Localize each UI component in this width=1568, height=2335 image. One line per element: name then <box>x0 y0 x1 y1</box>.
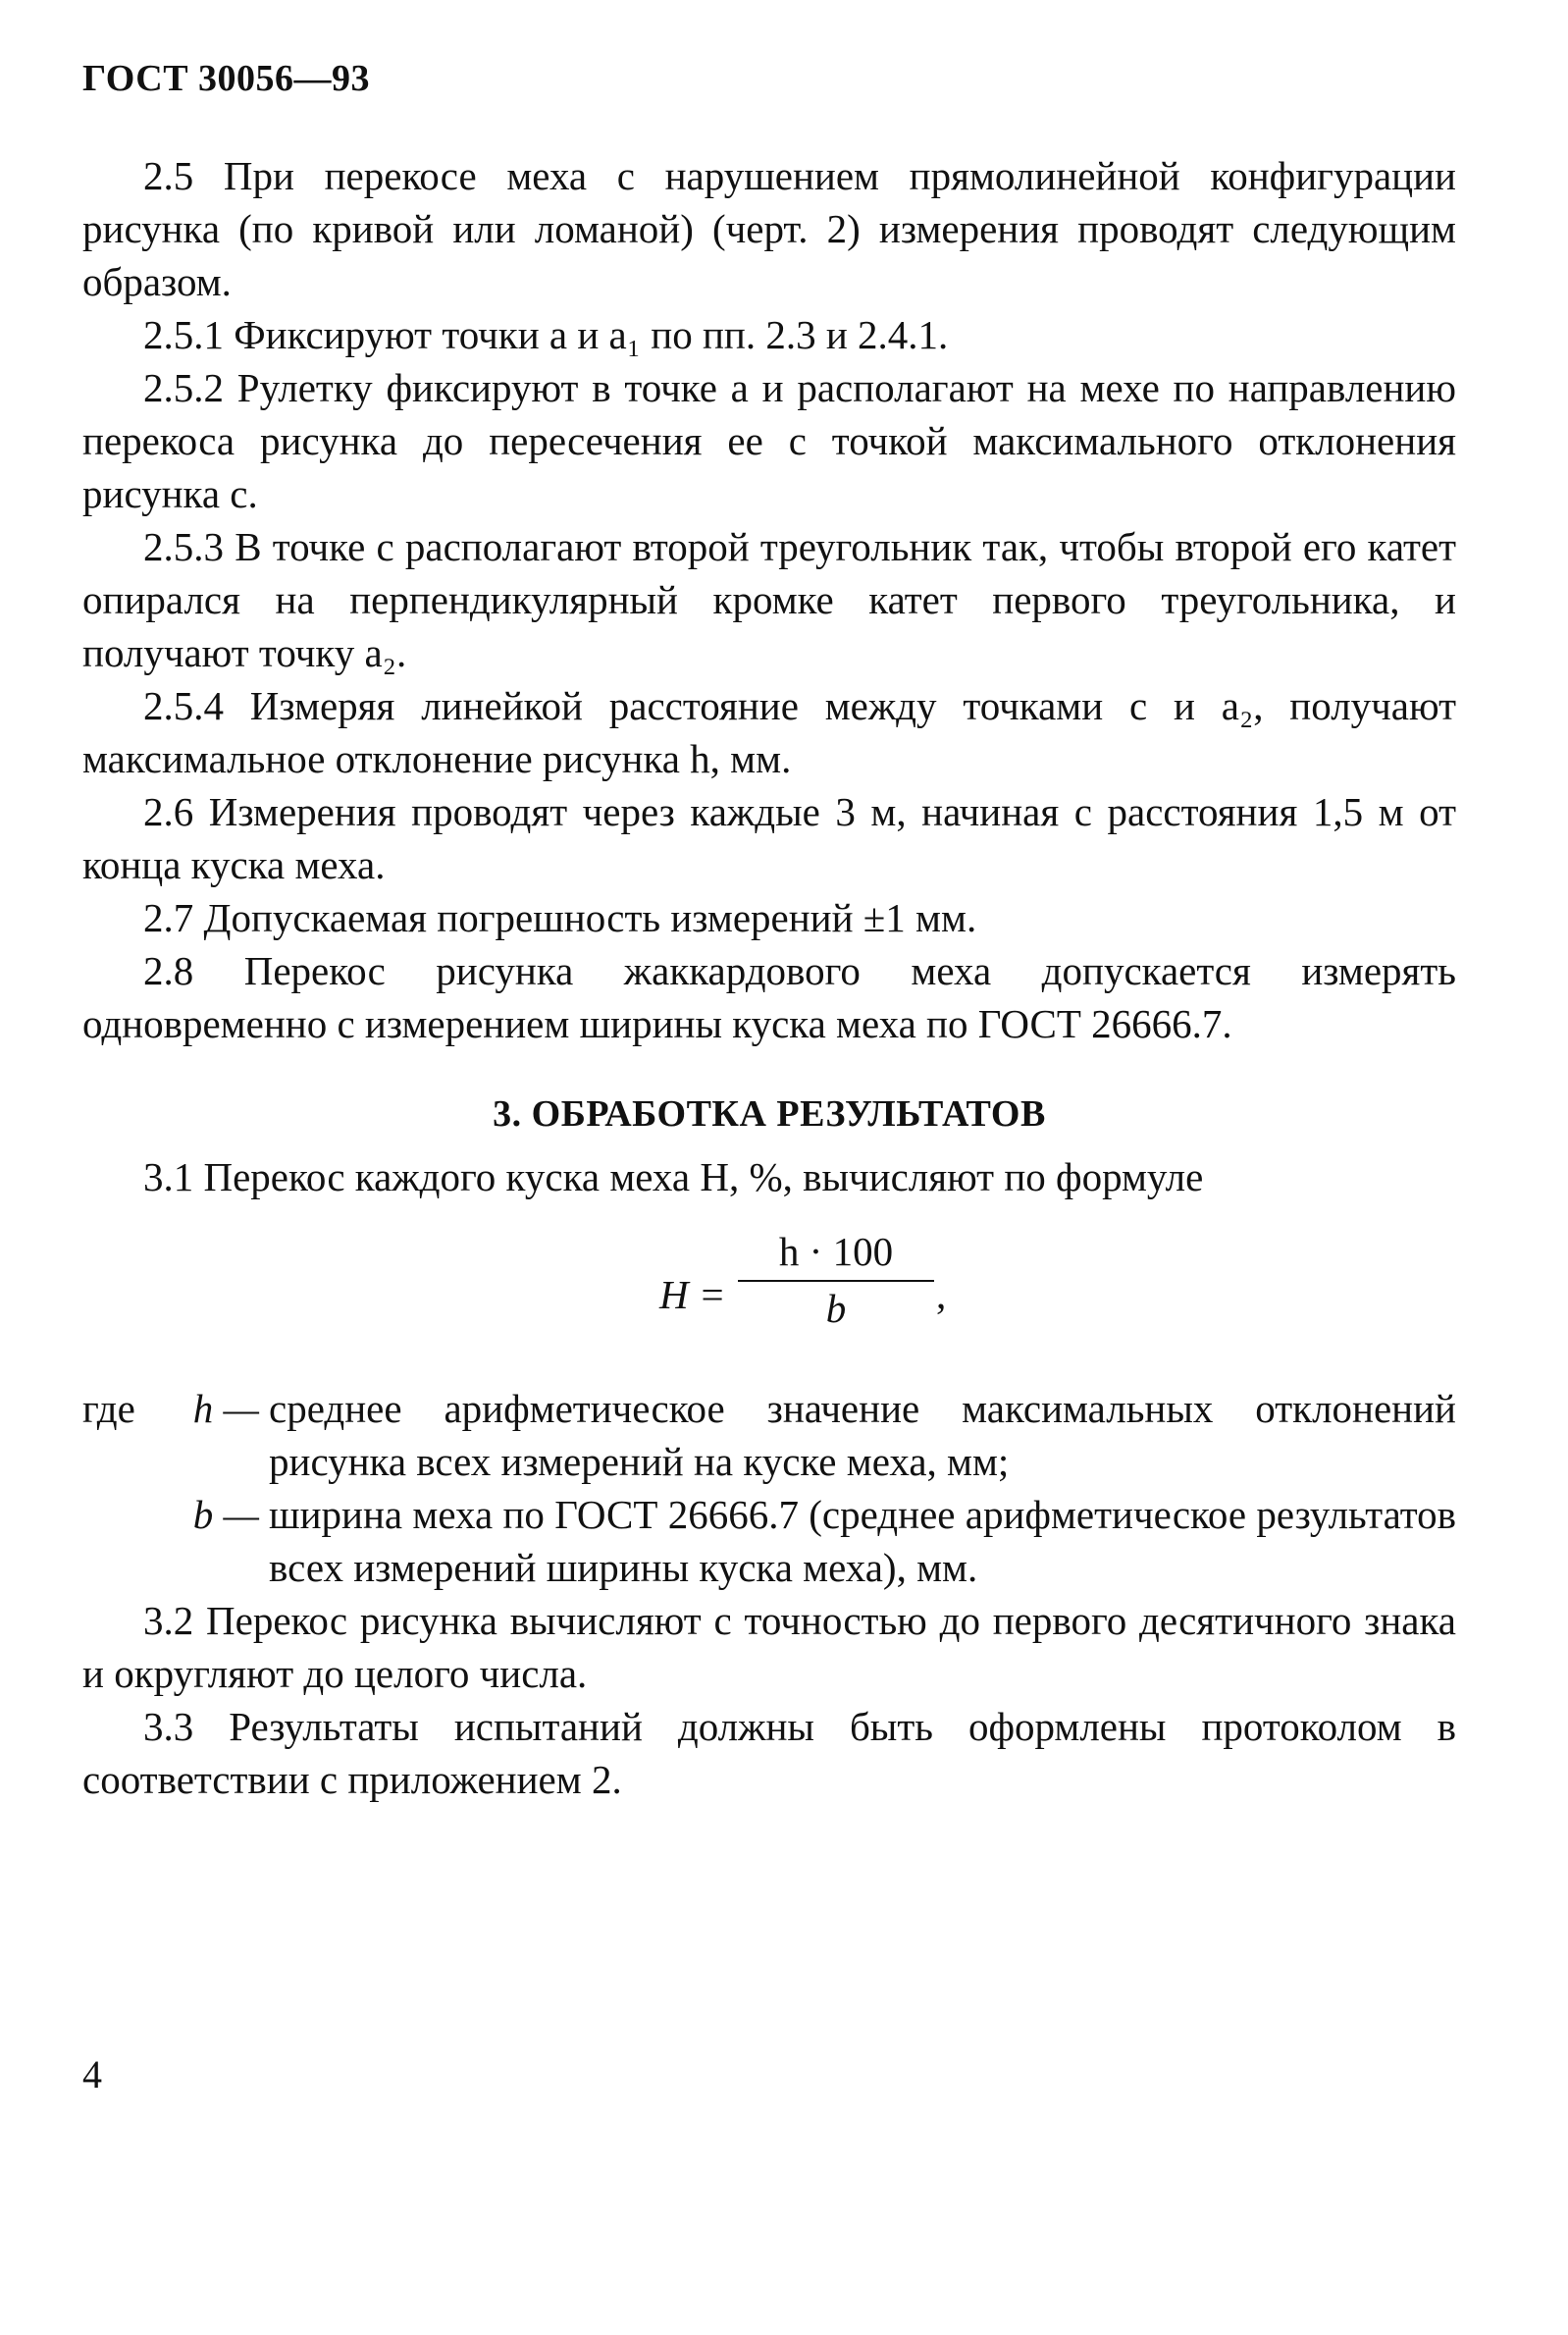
document-header: ГОСТ 30056—93 <box>82 58 371 99</box>
where-block <box>82 1382 1456 1594</box>
paragraph-2-5-3: 2.5.3 В точке с располагают второй треугольник так, чтобы второй его катет опирался на перпендикулярный кромке катет первого треугольника, и получают точку а₂. <box>82 524 1456 675</box>
formula-denominator: b <box>825 1286 847 1331</box>
where-b-symbol: b — <box>192 1492 259 1537</box>
paragraph-2-5-2: 2.5.2 Рулетку фиксируют в точке а и располагают на мехе по направлению перекоса рисунка до пересечения ее с точкой максимального отклонения рисунка с. <box>82 365 1456 516</box>
paragraph-2-5: 2.5 При перекосе меха с нарушением прямолинейной конфигурации рисунка (по кривой или ломаной) (черт. 2) измерения проводят следующим образом. <box>82 153 1456 304</box>
paragraph-2-8: 2.8 Перекос рисунка жаккардового меха допускается измерять одновременно с измерением ширины куска меха по ГОСТ 26666.7. <box>82 948 1456 1046</box>
section-heading-3: 3. ОБРАБОТКА РЕЗУЛЬТАТОВ <box>493 1093 1046 1135</box>
paragraph-2-7: 2.7 Допускаемая погрешность измерений ±1 мм. <box>143 895 977 940</box>
document-body <box>82 149 1456 1806</box>
formula-comma: , <box>936 1272 947 1317</box>
page-number: 4 <box>82 2052 102 2096</box>
formula-lhs: H = <box>659 1272 726 1317</box>
paragraph-3-3: 3.3 Результаты испытаний должны быть оформлены протоколом в соответствии с приложением 2. <box>82 1704 1456 1802</box>
where-h-text: среднее арифметическое значение максимальных отклонений рисунка всех измерений на куске меха, мм; <box>269 1386 1456 1484</box>
formula <box>82 1225 1456 1343</box>
paragraph-2-6: 2.6 Измерения проводят через каждые 3 м, начиная с расстояния 1,5 м от конца куска меха. <box>82 789 1456 887</box>
where-word: где <box>82 1386 135 1431</box>
formula-numerator: h · 100 <box>738 1225 934 1282</box>
paragraph-2-5-1: 2.5.1 Фиксируют точки а и а₁ по пп. 2.3 и 2.4.1. <box>143 312 949 357</box>
formula-fraction <box>738 1225 934 1335</box>
where-h-symbol: h — <box>192 1386 259 1431</box>
paragraph-3-1: 3.1 Перекос каждого куска меха H, %, вычисляют по формуле <box>143 1154 1204 1199</box>
paragraph-3-2: 3.2 Перекос рисунка вычисляют с точностью до первого десятичного знака и округляют до целого числа. <box>82 1598 1456 1696</box>
paragraph-2-5-4: 2.5.4 Измеряя линейкой расстояние между точками с и а₂, получают максимальное отклонение рисунка h, мм. <box>82 683 1456 781</box>
where-b-text: ширина меха по ГОСТ 26666.7 (среднее арифметическое результатов всех измерений ширины куска меха), мм. <box>269 1492 1456 1590</box>
